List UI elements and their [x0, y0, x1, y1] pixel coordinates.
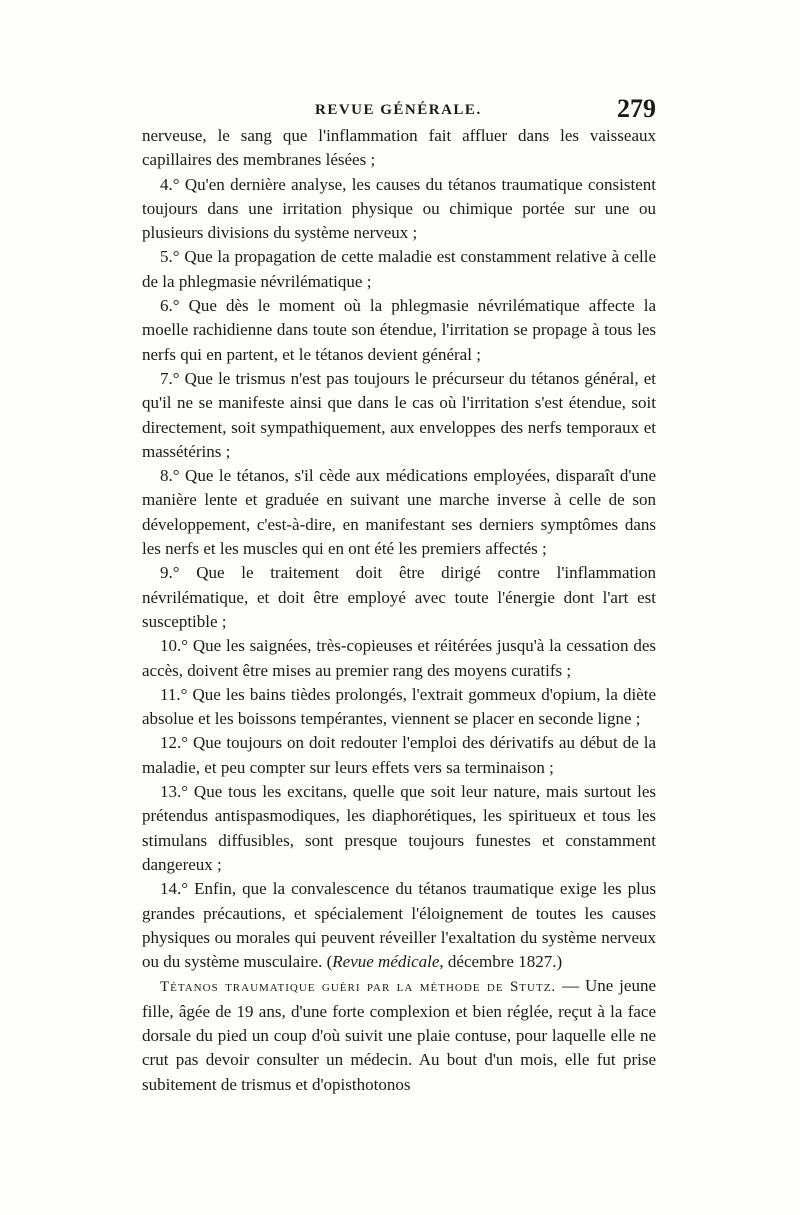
list-item-14	[142, 877, 656, 974]
body-text	[142, 124, 656, 1097]
list-item-6: 6.° Que dès le moment où la phlegmasie névrilématique affecte la moelle rachidienne dans toute son étendue, l'irritation se propage à tous les nerfs qui en partent, et le tétanos devient général ;	[142, 296, 656, 364]
list-item-7: 7.° Que le trismus n'est pas toujours le précurseur du tétanos général, et qu'il ne se manifeste ainsi que dans le cas où l'irritation s'est étendue, soit directement, soit sympathiquement, aux enveloppes des nerfs temporaux et massétérins ;	[142, 368, 656, 461]
list-item-13: 13.° Que tous les excitans, quelle que soit leur nature, mais surtout les prétendus antispasmodiques, les diaphorétiques, les spiritueux et tous les stimulans diffusibles, sont presque toujours funestes et constamment dangereux ;	[142, 782, 656, 874]
list-item-8: 8.° Que le tétanos, s'il cède aux médications employées, disparaît d'une manière lente et graduée en suivant une marche inverse à celle de son développement, c'est-à-dire, en manifestant ses derniers symptômes dans les nerfs et les muscles qui en ont été les premiers affectés ;	[142, 466, 656, 559]
paragraph-continued: nerveuse, le sang que l'inflammation fait affluer dans les vaisseaux capillaires des membranes lésées ;	[142, 126, 656, 170]
list-item-14-text: 14.° Enfin, que la convalescence du tétanos traumatique exige les plus grandes précautions, et spécialement l'éloignement de toutes les causes physiques ou morales qui peuvent réveiller l'exaltation du système nerveux ou du système musculaire. (	[142, 879, 656, 972]
list-item-5: 5.° Que la propagation de cette maladie est constamment relative à celle de la phlegmasie névrilématique ;	[142, 247, 656, 291]
case-text: — Une jeune fille, âgée de 19 ans, d'une forte complexion et bien réglée, reçut à la face dorsale du pied un coup d'où suivit une plaie contuse, pour laquelle elle ne crut pas devoir consulter un médecin. Au bout d'un mois, elle fut prise subitement de trismus et d'opisthotonos	[142, 976, 656, 1094]
case-paragraph	[142, 974, 656, 1096]
source-citation: Revue médicale	[332, 952, 440, 972]
list-item-12: 12.° Que toujours on doit redouter l'emploi des dérivatifs au début de la maladie, et peu compter sur leurs effets vers sa terminaison ;	[142, 733, 656, 777]
list-item-11: 11.° Que les bains tièdes prolongés, l'extrait gommeux d'opium, la diète absolue et les boissons tempérantes, viennent se placer en seconde ligne ;	[142, 684, 656, 729]
running-title: REVUE GÉNÉRALE.	[315, 102, 482, 118]
case-heading: Tétanos traumatique guéri par la méthode de Stutz.	[160, 979, 557, 996]
list-item-10: 10.° Que les saignées, très-copieuses et réitérées jusqu'à la cessation des accès, doivent être mises au premier rang des moyens curatifs ;	[142, 636, 656, 680]
page-number: 279	[617, 94, 656, 123]
citation-date: , décembre 1827.)	[439, 952, 563, 972]
list-item-9: 9.° Que le traitement doit être dirigé contre l'inflammation névrilématique, et doit être employé avec toute l'énergie dont l'art est susceptible ;	[142, 563, 656, 631]
list-item-4: 4.° Qu'en dernière analyse, les causes du tétanos traumatique consistent toujours dans une irritation physique ou chimique portée sur une ou plusieurs divisions du système nerveux ;	[142, 174, 656, 243]
